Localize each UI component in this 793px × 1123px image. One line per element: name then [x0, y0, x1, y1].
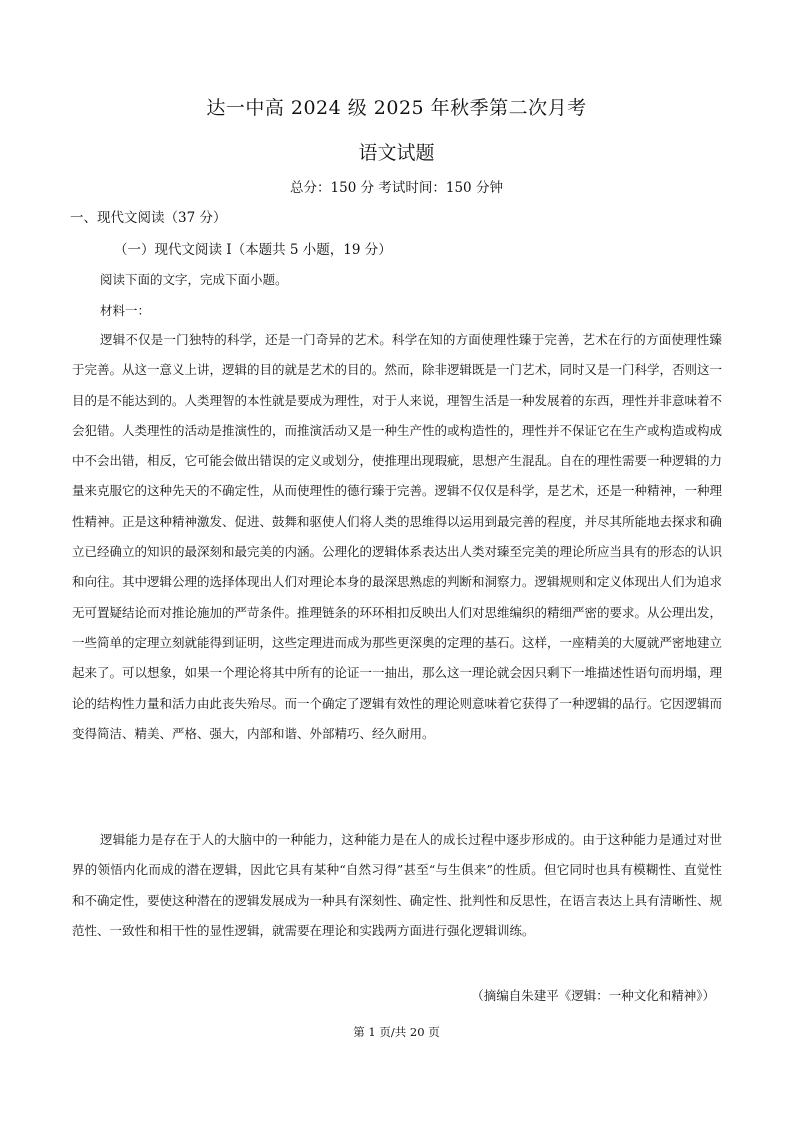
reading-instruction: 阅读下面的文字，完成下面小题。 — [100, 272, 288, 287]
exam-title: 达一中高 2024 级 2025 年秋季第二次月考 — [206, 97, 587, 119]
exam-subtitle: 语文试题 — [358, 142, 435, 164]
section-heading: 一、现代文阅读（37 分） — [70, 210, 227, 226]
page-number: 第 1 页/共 20 页 — [353, 1025, 440, 1039]
material-source: （摘编自朱建平《逻辑：一种文化和精神》） — [471, 988, 715, 1003]
material-label: 材料一： — [100, 303, 151, 318]
material-paragraph: 逻辑不仅是一门独特的科学，还是一门奇异的艺术。科学在知的方面使理性臻于完善，艺术在行的方面使理性臻于完善。从这一意义上讲，逻辑的目的就是艺术的目的。然而，除非逻辑既是一门艺术，同时又是一门科学，否则这一目的是不能达到的。人类理智的本性就是要成为理性，对于人来说，理智生活是一种发展着的东西，理性并非意味着不会犯错。人类理性的活动是推演性的，而推演活动又是一种生产性的或构造性的，理性并不保证它在生产或构造或构成中不会出错，相反，它可能会做出错误的定义或划分，使推理出现瑕疵，思想产生混乱。自在的理性需要一种逻辑的力量来克服它的这种先天的不确定性，从而使理性的德行臻于完善。逻辑不仅仅是科学，是艺术，还是一种精神，一种理性精神。正是这种精神激发、促进、鼓舞和驱使人们将人类的思维得以运用到最完善的程度，并尽其所能地去探求和确立已经确立的知识的最深刻和最完美的内涵。公理化的逻辑体系表达出人类对臻至完美的理论所应当具有的形态的认识和向往。其中逻辑公理的选择体现出人们对理论本身的最深思熟虑的判断和洞察力。逻辑规则和定义体现出人们为追求无可置疑结论而对推论施加的严苛条件。推理链条的环环相扣反映出人们对思维编织的精细严密的要求。从公理出发，一些简单的定理立刻就能得到证明，这些定理进而成为那些更深奥的定理的基石。这样，一座精美的大厦就严密地建立起来了。可以想象，如果一个理论将其中所有的论证一一抽出，那么这一理论就会因只剩下一堆描述性语句而坍塌，理论的结构性力量和活力由此丧失殆尽。而一个确定了逻辑有效性的理论则意味着它获得了一种逻辑的品行。它因逻辑而变得简洁、精美、严格、强大，内部和谐、外部精巧、经久耐用。 — [72, 332, 723, 741]
exam-info: 总分：150 分 考试时间：150 分钟 — [290, 180, 503, 196]
material-paragraph: 逻辑能力是存在于人的大脑中的一种能力，这种能力是在人的成长过程中逐步形成的。由于这种能力是通过对世界的领悟内化而成的潜在逻辑，因此它具有某种“自然习得”甚至“与生俱来”的性质。但它同时也具有模糊性、直觉性和不确定性，要使这种潜在的逻辑发展成为一种具有深刻性、确定性、批判性和反思性，在语言表达上具有清晰性、规范性、一致性和相干性的显性逻辑，就需要在理论和实践两方面进行强化逻辑训练。 — [72, 832, 723, 938]
subsection-heading: （一）现代文阅读 I（本题共 5 小题，19 分） — [114, 242, 392, 258]
